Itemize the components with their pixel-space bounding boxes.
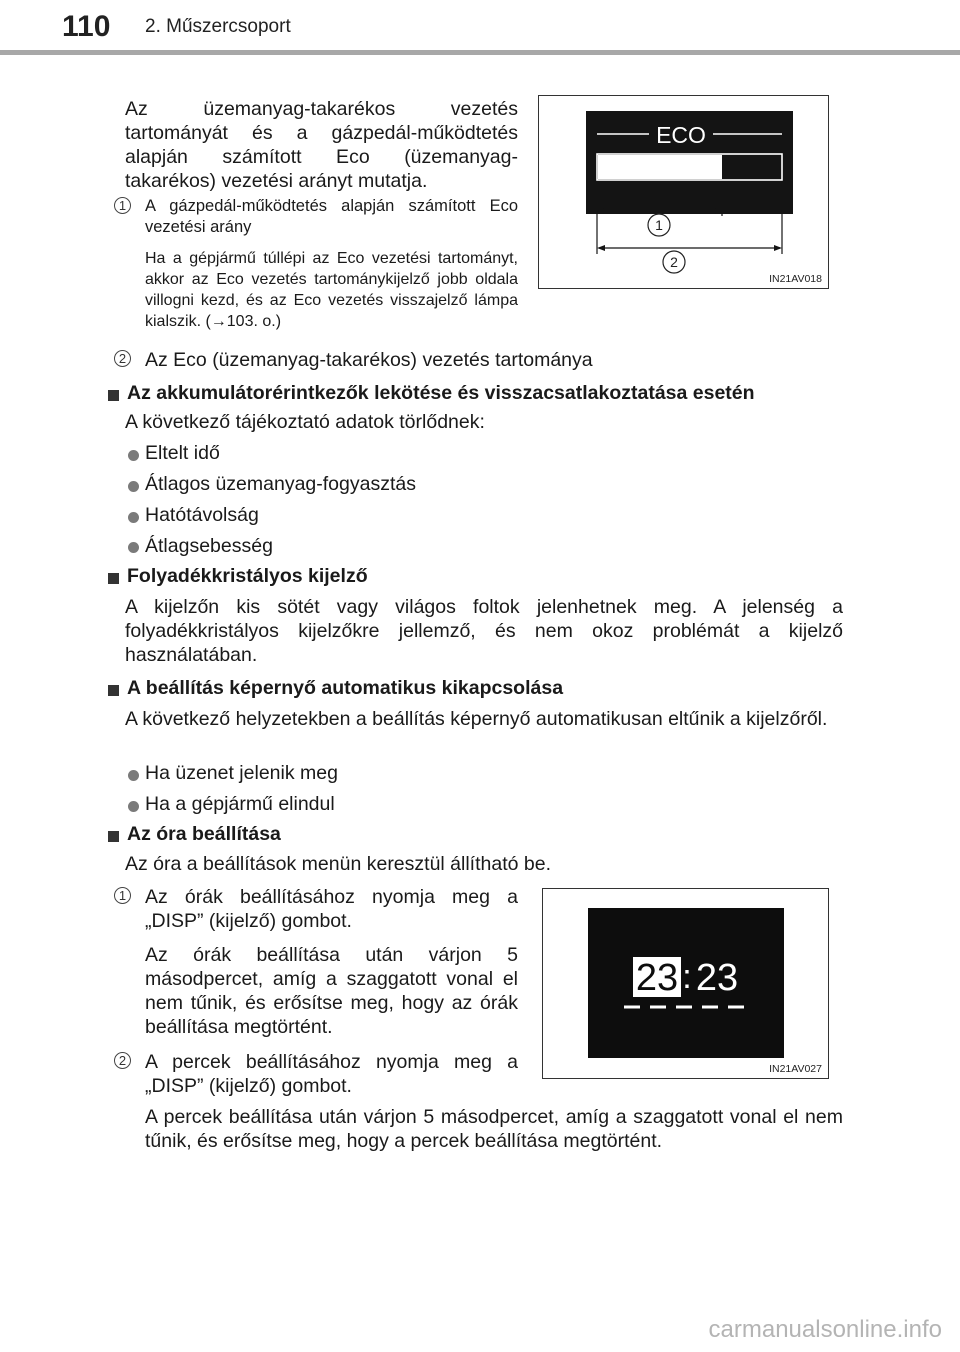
list-item: Átlagos üzemanyag-fogyasztás <box>145 473 416 495</box>
figure-code: IN21AV027 <box>769 1063 822 1075</box>
round-bullet-icon <box>128 448 139 466</box>
square-bullet-icon <box>108 683 119 701</box>
clock-step-1-text: Az órák beállításához nyomja meg a „DISP” (kijelző) gombot. <box>145 886 518 932</box>
section-battery-title: Az akkumulátorérintkezők lekötése és visszacsatlakoztatása esetén <box>127 382 755 404</box>
intro-paragraph: Az üzemanyag-takarékos vezetés tartományát és a gázpedál-működtetés alapján számított Eco (üzemanyag-takarékos) vezetési arányt mutatja. <box>125 98 518 192</box>
section-auto-off-text: A következő helyzetekben a beállítás képernyő automatikusan eltűnik a kijelzőről. <box>125 708 828 730</box>
square-bullet-icon <box>108 388 119 406</box>
clock-figure <box>542 888 829 1079</box>
list-item: Ha a gépjármű elindul <box>145 793 335 815</box>
eco-item-2-text: Az Eco (üzemanyag-takarékos) vezetés tartománya <box>145 349 593 371</box>
header-rule <box>0 50 960 55</box>
eco-item-2-number-icon: 2 <box>114 350 131 368</box>
round-bullet-icon <box>128 799 139 817</box>
clock-separator: : <box>682 958 692 996</box>
square-bullet-icon <box>108 571 119 589</box>
clock-step-2-number-icon: 2 <box>114 1052 131 1070</box>
list-item: Eltelt idő <box>145 442 220 464</box>
clock-step-2-note: A percek beállítása után várjon 5 másodpercet, amíg a szaggatott vonal el nem tűnik, és erősítse meg, hogy a percek beállítása megtörtént. <box>145 1106 843 1152</box>
section-clock-text: Az óra a beállítások menün keresztül állítható be. <box>125 853 551 875</box>
svg-text:2: 2 <box>670 254 678 270</box>
eco-figure <box>538 95 829 289</box>
eco-item-1-text: A gázpedál-működtetés alapján számított Eco vezetési arány <box>145 197 518 236</box>
eco-label: ECO <box>656 122 706 148</box>
section-lcd-title: Folyadékkristályos kijelző <box>127 565 368 587</box>
clock-minutes: 23 <box>695 957 739 999</box>
svg-text:1: 1 <box>655 217 663 233</box>
round-bullet-icon <box>128 479 139 497</box>
list-item: Ha üzenet jelenik meg <box>145 762 338 784</box>
section-auto-off-title: A beállítás képernyő automatikus kikapcsolása <box>127 677 564 699</box>
clock-display-illustration <box>543 889 828 1078</box>
watermark: carmanualsonline.info <box>708 1316 942 1343</box>
eco-indicator-illustration <box>539 96 828 288</box>
clock-step-1-note: Az órák beállítása után várjon 5 másodpercet, amíg a szaggatott vonal el nem tűnik, és erősítse meg, hogy az órák beállítása megtörtént. <box>145 944 518 1038</box>
clock-step-1-number-icon: 1 <box>114 887 131 905</box>
page-number: 110 <box>62 10 111 43</box>
chapter-title: 2. Műszercsoport <box>145 16 291 37</box>
clock-step-2-text: A percek beállításához nyomja meg a „DISP” (kijelző) gombot. <box>145 1051 518 1097</box>
round-bullet-icon <box>128 768 139 786</box>
eco-ratio-bar <box>598 155 722 179</box>
figure-code: IN21AV018 <box>769 273 822 285</box>
list-item: Hatótávolság <box>145 504 259 526</box>
square-bullet-icon <box>108 829 119 847</box>
eco-item-1-number-icon: 1 <box>114 197 131 215</box>
eco-item-1-note: Ha a gépjármű túllépi az Eco vezetési tartományt, akkor az Eco vezetés tartománykijelző jobb oldala villogni kezd, és az Eco vezetés visszajelző lámpa kialszik. (→103. o.) <box>145 250 518 330</box>
section-clock-title: Az óra beállítása <box>127 823 281 845</box>
list-item: Átlagsebesség <box>145 535 273 557</box>
round-bullet-icon <box>128 510 139 528</box>
section-lcd-text: A kijelzőn kis sötét vagy világos foltok jelenhetnek meg. A jelenség a folyadékkristályos kijelzőkre jellemző, és nem okoz problémát a kijelző használatában. <box>125 596 843 666</box>
round-bullet-icon <box>128 540 139 558</box>
section-battery-text: A következő tájékoztató adatok törlődnek: <box>125 411 485 433</box>
clock-hours: 23 <box>635 957 679 999</box>
